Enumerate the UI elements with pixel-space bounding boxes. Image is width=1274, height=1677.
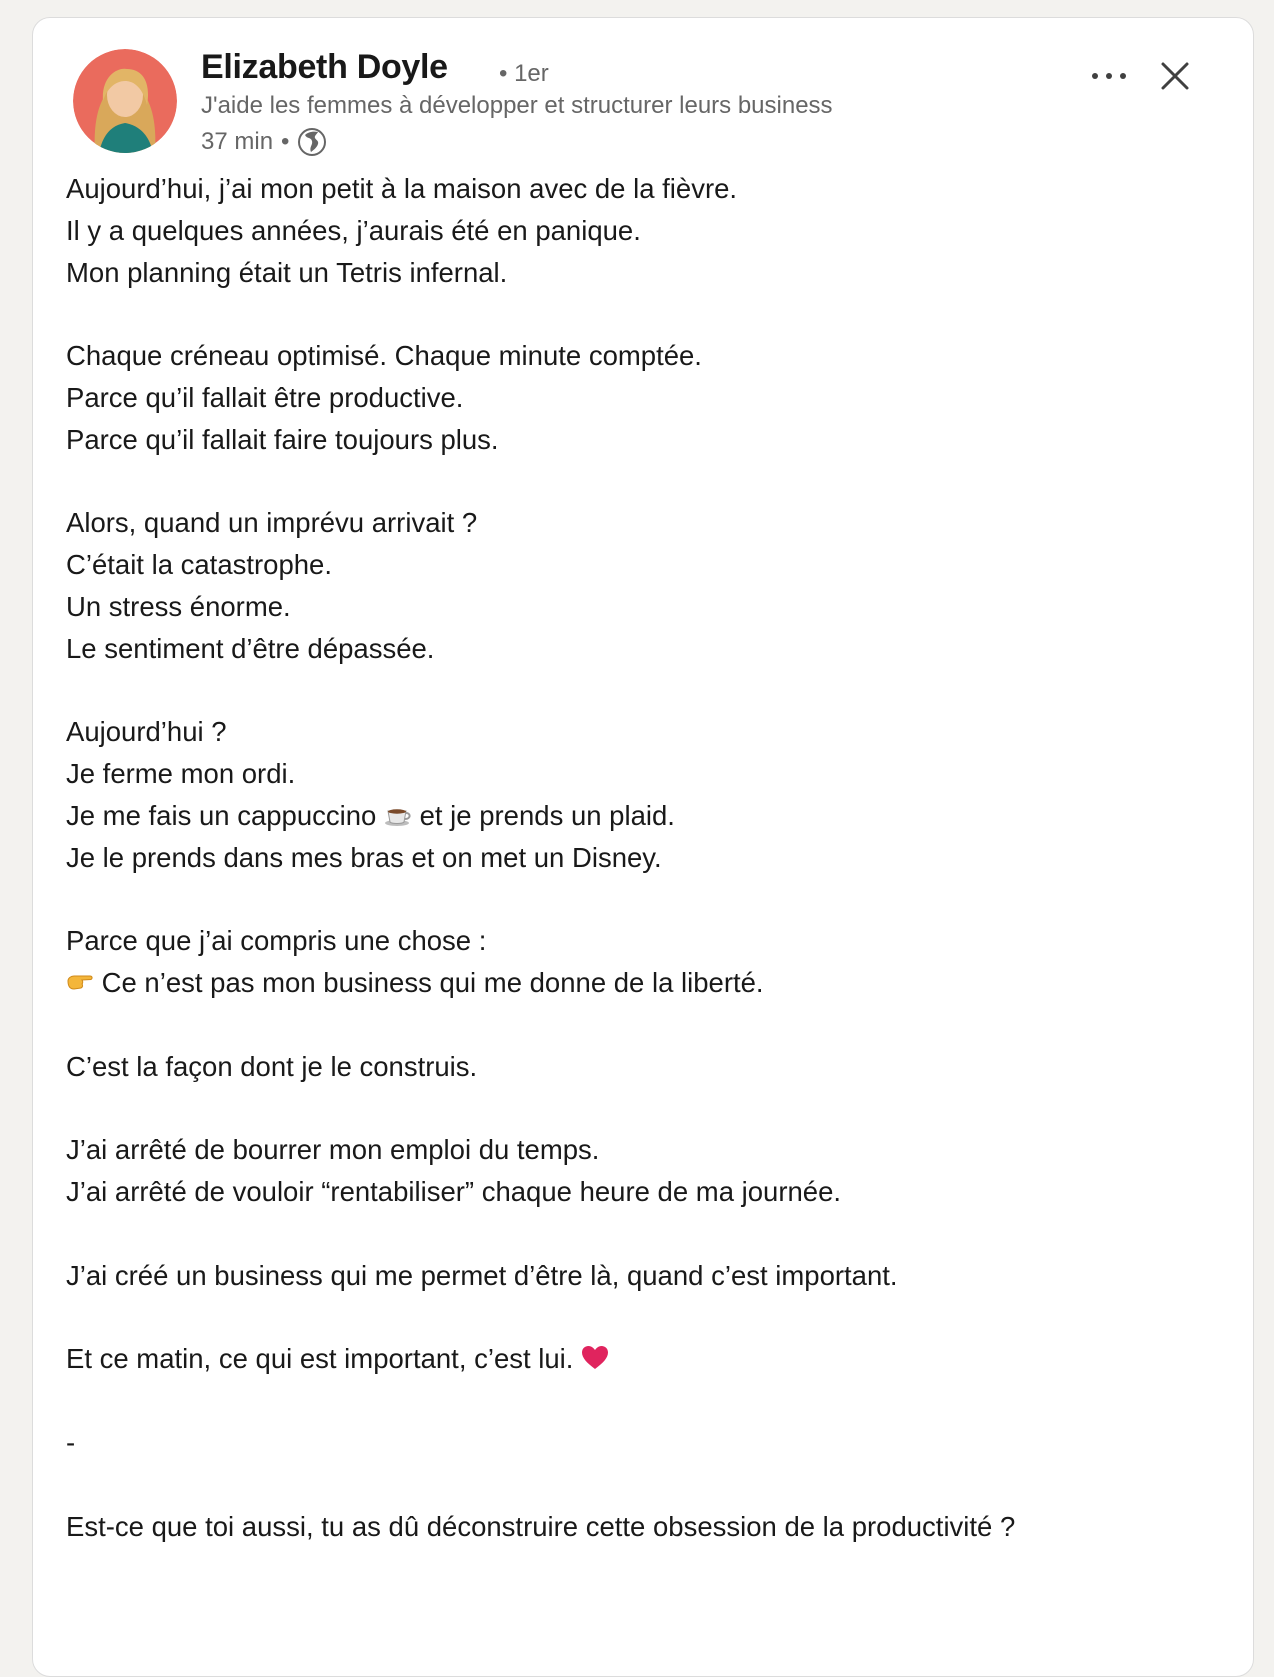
post-line-text: Ce n’est pas mon business qui me donne de la liberté. [101, 967, 764, 999]
pointing-hand-icon [66, 966, 94, 994]
post-line [66, 1088, 1226, 1130]
post-line-pointing [66, 962, 1226, 1004]
close-button[interactable] [1153, 56, 1197, 100]
post-line-text: Et ce matin, ce qui est important, c’est lui. [66, 1343, 574, 1375]
more-icon [1089, 69, 1129, 87]
post-line-cappuccino [66, 795, 1226, 837]
post-line: Alors, quand un imprévu arrivait ? [66, 507, 478, 539]
post-line [66, 670, 1226, 712]
post-line: Aujourd’hui, j’ai mon petit à la maison avec de la fièvre. [66, 173, 738, 204]
more-options-button[interactable] [1085, 58, 1133, 98]
post-line: Je ferme mon ordi. [66, 758, 296, 790]
post-line: Parce que j’ai compris une chose : [66, 925, 487, 957]
coffee-cup-icon [384, 799, 412, 827]
post-line: Le sentiment d’être dépassée. [66, 632, 435, 664]
close-icon [1160, 61, 1190, 96]
post-line: J’ai arrêté de vouloir “rentabiliser” chaque heure de ma journée. [66, 1176, 842, 1208]
post-line: Un stress énorme. [66, 590, 291, 622]
author-headline: J'aide les femmes à développer et structurer leurs business [201, 92, 833, 119]
post-line [66, 1297, 1226, 1339]
post-line: Parce qu’il fallait être productive. [66, 381, 464, 413]
post-line [66, 1213, 1226, 1255]
post-body [66, 168, 1226, 1547]
post-line: - [66, 1426, 76, 1458]
post-line: Parce qu’il fallait faire toujours plus. [66, 423, 499, 455]
post-line: Mon planning était un Tetris infernal. [66, 256, 508, 288]
post-line [66, 1464, 1226, 1506]
post-line: Je le prends dans mes bras et on met un Disney. [66, 841, 662, 873]
meta-separator: • [281, 128, 290, 155]
post-line-text: et je prends un plaid. [419, 799, 675, 831]
red-heart-icon [581, 1342, 609, 1370]
post-line [66, 1004, 1226, 1046]
post-line: Chaque créneau optimisé. Chaque minute comptée. [66, 340, 702, 372]
post-line: C’était la catastrophe. [66, 549, 332, 581]
post-line [66, 879, 1226, 921]
post-line-heart [66, 1338, 1226, 1380]
post-meta [201, 126, 327, 158]
post-line [66, 293, 1226, 335]
post-card [32, 17, 1254, 1677]
post-line: Il y a quelques années, j’aurais été en panique. [66, 214, 641, 246]
avatar[interactable] [73, 49, 177, 153]
post-line: J’ai arrêté de bourrer mon emploi du temps. [66, 1134, 600, 1166]
connection-degree: • 1er [499, 60, 549, 87]
post-line [66, 1380, 1226, 1422]
globe-icon [297, 127, 327, 157]
author-name[interactable]: Elizabeth Doyle [201, 48, 448, 86]
post-time: 37 min [201, 128, 274, 155]
post-line: Aujourd’hui ? [66, 716, 227, 748]
post-line: Est-ce que toi aussi, tu as dû déconstruire cette obsession de la productivité ? [66, 1510, 1016, 1542]
post-line [66, 461, 1226, 503]
post-line: J’ai créé un business qui me permet d’être là, quand c’est important. [66, 1259, 898, 1291]
post-line-text: Je me fais un cappuccino [66, 799, 377, 831]
post-line: C’est la façon dont je le construis. [66, 1050, 478, 1082]
